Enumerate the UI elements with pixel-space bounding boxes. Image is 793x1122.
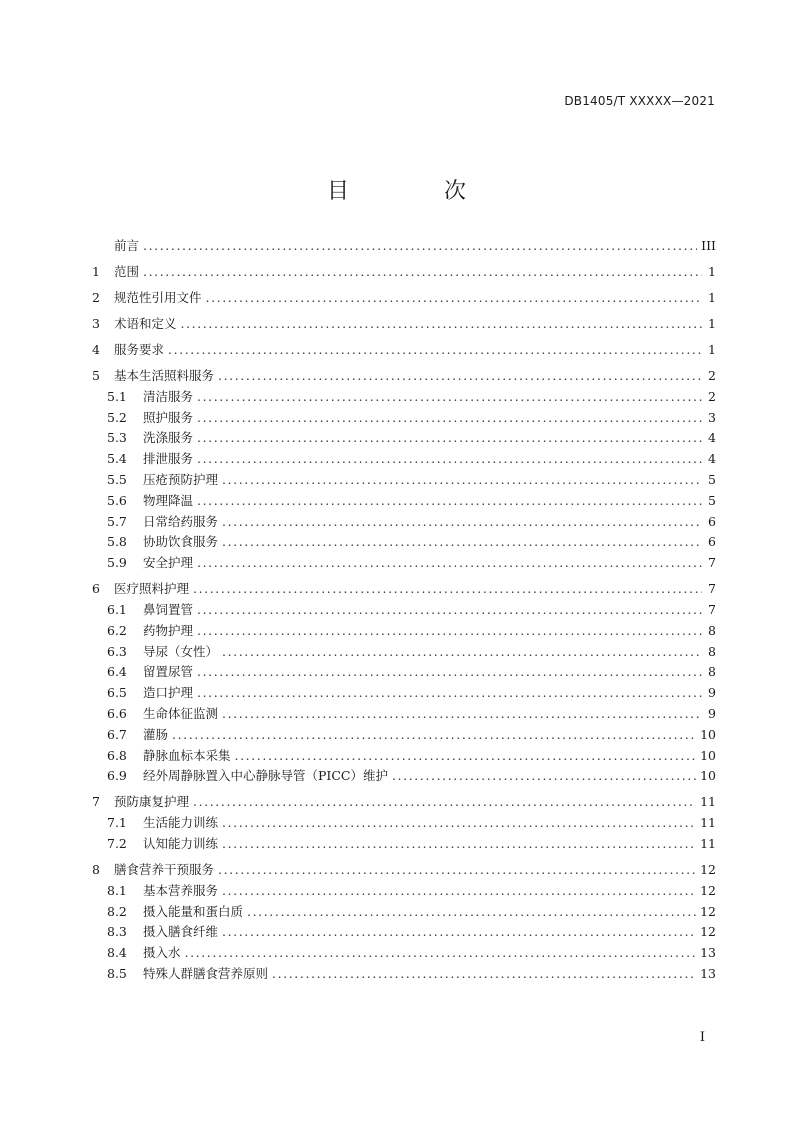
toc-entry-page: 12 xyxy=(700,882,716,898)
toc-dot-leader xyxy=(143,238,697,254)
toc-entry[interactable] xyxy=(92,389,716,405)
toc-entry-number: 5.8 xyxy=(107,534,127,550)
toc-entry-page: 6 xyxy=(708,534,716,550)
toc-entry-label: 静脉血标本采集 xyxy=(143,747,231,763)
toc-entry[interactable] xyxy=(92,836,716,852)
toc-entry-label: 前言 xyxy=(114,238,140,253)
toc-dot-leader xyxy=(247,904,696,920)
toc-entry-number: 5.5 xyxy=(107,471,127,487)
toc-dot-leader xyxy=(222,514,702,530)
toc-dot-leader xyxy=(197,410,702,426)
toc-dot-leader xyxy=(222,836,696,852)
toc-entry-number: 5.4 xyxy=(107,451,127,467)
toc-entry[interactable] xyxy=(92,706,716,722)
toc-entry-page: 10 xyxy=(700,726,716,742)
toc-entry-number: 6.2 xyxy=(107,622,127,638)
toc-entry[interactable] xyxy=(92,794,716,810)
toc-dot-leader xyxy=(222,472,702,488)
toc-entry-number: 6.9 xyxy=(107,768,127,784)
toc-entry-page: 5 xyxy=(708,492,716,508)
toc-entry-number: 8 xyxy=(92,861,100,877)
toc-entry-number: 5.9 xyxy=(107,555,127,571)
toc-entry-number: 6.7 xyxy=(107,726,127,742)
toc-dot-leader xyxy=(181,316,702,332)
toc-entry-page: 6 xyxy=(708,513,716,529)
toc-entry[interactable] xyxy=(92,534,716,550)
document-code: DB1405/T XXXXX—2021 xyxy=(564,94,715,108)
toc-entry-label: 特殊人群膳食营养原则 xyxy=(143,965,269,981)
toc-dot-leader xyxy=(185,945,697,961)
toc-entry-label: 规范性引用文件 xyxy=(114,290,202,305)
toc-entry-label: 压疮预防护理 xyxy=(143,471,219,487)
toc-entry-page: 8 xyxy=(708,622,716,638)
toc-entry-number: 8.3 xyxy=(107,924,127,940)
toc-entry-number: 6.1 xyxy=(107,601,127,617)
toc-entry-number: 5.1 xyxy=(107,388,127,404)
toc-entry-number: 5.6 xyxy=(107,492,127,508)
toc-entry-page: 8 xyxy=(708,664,716,680)
toc-entry[interactable] xyxy=(92,316,716,332)
toc-dot-leader xyxy=(392,768,696,784)
toc-entry-label: 灌肠 xyxy=(143,726,169,742)
toc-entry-number: 7 xyxy=(92,794,100,810)
toc-entry-page: 4 xyxy=(708,430,716,446)
toc-entry-number: 6 xyxy=(92,581,100,597)
toc-entry-page: 10 xyxy=(700,747,716,763)
toc-dot-leader xyxy=(143,264,702,280)
toc-entry[interactable] xyxy=(92,472,716,488)
toc-entry[interactable] xyxy=(92,748,716,764)
toc-dot-leader xyxy=(197,493,702,509)
toc-entry-label: 摄入膳食纤维 xyxy=(143,924,219,940)
toc-entry-number: 5.3 xyxy=(107,430,127,446)
toc-entry-page: 7 xyxy=(708,601,716,617)
toc-entry-number: 7.2 xyxy=(107,835,127,851)
toc-entry-label: 摄入水 xyxy=(143,945,181,961)
toc-entry-number: 6.8 xyxy=(107,747,127,763)
toc-dot-leader xyxy=(197,451,702,467)
toc-dot-leader xyxy=(222,706,702,722)
toc-dot-leader xyxy=(197,389,702,405)
toc-entry[interactable] xyxy=(92,410,716,426)
toc-entry-number: 8.4 xyxy=(107,945,127,961)
toc-dot-leader xyxy=(222,924,696,940)
toc-entry-page: III xyxy=(701,238,716,253)
toc-entry[interactable] xyxy=(92,644,716,660)
toc-entry-label: 照护服务 xyxy=(143,409,194,425)
toc-dot-leader xyxy=(197,602,702,618)
toc-dot-leader xyxy=(218,368,702,384)
toc-dot-leader xyxy=(222,883,696,899)
toc-entry-label: 留置尿管 xyxy=(143,664,194,680)
toc-entry-label: 物理降温 xyxy=(143,492,194,508)
toc-entry-number: 5.7 xyxy=(107,513,127,529)
toc-entry-label: 基本营养服务 xyxy=(143,882,219,898)
toc-entry[interactable] xyxy=(92,555,716,571)
toc-entry-page: 1 xyxy=(708,342,716,357)
toc-entry[interactable] xyxy=(92,290,716,306)
toc-entry-label: 术语和定义 xyxy=(114,316,177,331)
toc-entry[interactable] xyxy=(92,924,716,940)
toc-entry-page: 11 xyxy=(700,815,716,831)
toc-entry-page: 10 xyxy=(700,768,716,784)
toc-entry-label: 生命体征监测 xyxy=(143,705,219,721)
toc-entry[interactable] xyxy=(92,685,716,701)
toc-entry[interactable] xyxy=(92,238,716,254)
toc-entry-page: 9 xyxy=(708,705,716,721)
toc-entry-number: 4 xyxy=(92,342,100,357)
toc-dot-leader xyxy=(193,581,702,597)
toc-entry[interactable] xyxy=(92,602,716,618)
toc-entry[interactable] xyxy=(92,883,716,899)
toc-dot-leader xyxy=(197,623,702,639)
toc-entry-label: 认知能力训练 xyxy=(143,835,219,851)
toc-entry-page: 2 xyxy=(708,368,716,383)
toc-entry-label: 安全护理 xyxy=(143,555,194,571)
toc-entry[interactable] xyxy=(92,430,716,446)
toc-entry-number: 6.5 xyxy=(107,685,127,701)
toc-entry-page: 13 xyxy=(700,965,716,981)
toc-entry-label: 基本生活照料服务 xyxy=(114,368,215,383)
toc-entry-label: 洗涤服务 xyxy=(143,430,194,446)
toc-entry[interactable] xyxy=(92,664,716,680)
toc-entry[interactable] xyxy=(92,264,716,280)
toc-entry-number: 8.5 xyxy=(107,965,127,981)
toc-dot-leader xyxy=(222,534,702,550)
toc-dot-leader xyxy=(222,815,696,831)
toc-dot-leader xyxy=(197,685,702,701)
toc-entry[interactable] xyxy=(92,451,716,467)
toc-entry-page: 12 xyxy=(700,924,716,940)
toc-entry[interactable] xyxy=(92,862,716,878)
toc-entry-number: 7.1 xyxy=(107,815,127,831)
toc-entry-page: 11 xyxy=(700,794,716,810)
toc-entry-page: 8 xyxy=(708,643,716,659)
toc-entry[interactable] xyxy=(92,581,716,597)
toc-dot-leader xyxy=(197,664,702,680)
toc-entry-page: 11 xyxy=(700,835,716,851)
toc-entry-number: 6.4 xyxy=(107,664,127,680)
toc-entry[interactable] xyxy=(92,727,716,743)
toc-entry-label: 范围 xyxy=(114,264,140,279)
toc-entry[interactable] xyxy=(92,623,716,639)
toc-entry[interactable] xyxy=(92,904,716,920)
toc-entry-label: 生活能力训练 xyxy=(143,815,219,831)
toc-entry-number: 5.2 xyxy=(107,409,127,425)
toc-entry-label: 膳食营养干预服务 xyxy=(114,861,215,877)
toc-dot-leader xyxy=(206,290,702,306)
toc-entry-number: 8.2 xyxy=(107,903,127,919)
toc-entry-page: 1 xyxy=(708,290,716,305)
toc-entry-label: 排泄服务 xyxy=(143,451,194,467)
toc-entry-number: 1 xyxy=(92,264,100,279)
toc-entry-number: 2 xyxy=(92,290,100,305)
toc-entry[interactable] xyxy=(92,966,716,982)
toc-entry[interactable] xyxy=(92,493,716,509)
toc-entry-number: 8.1 xyxy=(107,882,127,898)
toc-dot-leader xyxy=(168,342,702,358)
toc-entry-label: 药物护理 xyxy=(143,622,194,638)
toc-entry-number: 3 xyxy=(92,316,100,331)
toc-entry-label: 造口护理 xyxy=(143,685,194,701)
toc-entry-page: 12 xyxy=(700,903,716,919)
toc-dot-leader xyxy=(197,555,702,571)
toc-entry-page: 2 xyxy=(708,388,716,404)
toc-entry[interactable] xyxy=(92,514,716,530)
toc-entry-number: 5 xyxy=(92,368,100,383)
toc-entry-label: 导尿（女性） xyxy=(143,643,219,659)
toc-entry-label: 摄入能量和蛋白质 xyxy=(143,903,244,919)
toc-entry-label: 日常给药服务 xyxy=(143,513,219,529)
toc-entry-label: 预防康复护理 xyxy=(114,794,190,810)
toc-entry-page: 3 xyxy=(708,409,716,425)
toc-dot-leader xyxy=(197,430,702,446)
toc-entry[interactable] xyxy=(92,768,716,784)
toc-entry-page: 7 xyxy=(708,581,716,597)
toc-entry-page: 13 xyxy=(700,945,716,961)
table-of-contents xyxy=(92,238,716,982)
toc-entry[interactable] xyxy=(92,368,716,384)
toc-entry-label: 鼻饲置管 xyxy=(143,601,194,617)
footer-page-number: I xyxy=(699,1030,705,1045)
toc-entry-page: 9 xyxy=(708,685,716,701)
toc-dot-leader xyxy=(193,794,696,810)
toc-entry-label: 服务要求 xyxy=(114,342,165,357)
toc-dot-leader xyxy=(235,748,697,764)
toc-entry-page: 4 xyxy=(708,451,716,467)
toc-entry[interactable] xyxy=(92,815,716,831)
toc-entry-label: 清洁服务 xyxy=(143,388,194,404)
toc-dot-leader xyxy=(218,862,696,878)
toc-entry[interactable] xyxy=(92,342,716,358)
toc-entry-page: 1 xyxy=(708,316,716,331)
toc-entry-page: 1 xyxy=(708,264,716,279)
toc-dot-leader xyxy=(222,644,702,660)
toc-entry-page: 5 xyxy=(708,471,716,487)
page-title: 目 次 xyxy=(327,179,510,204)
toc-entry-number: 6.3 xyxy=(107,643,127,659)
toc-entry-number: 6.6 xyxy=(107,705,127,721)
toc-entry-page: 12 xyxy=(700,861,716,877)
toc-entry-page: 7 xyxy=(708,555,716,571)
toc-entry[interactable] xyxy=(92,945,716,961)
toc-entry-label: 医疗照料护理 xyxy=(114,581,190,597)
toc-entry-label: 经外周静脉置入中心静脉导管（PICC）维护 xyxy=(143,768,388,784)
toc-dot-leader xyxy=(272,966,696,982)
toc-dot-leader xyxy=(172,727,696,743)
toc-entry-label: 协助饮食服务 xyxy=(143,534,219,550)
